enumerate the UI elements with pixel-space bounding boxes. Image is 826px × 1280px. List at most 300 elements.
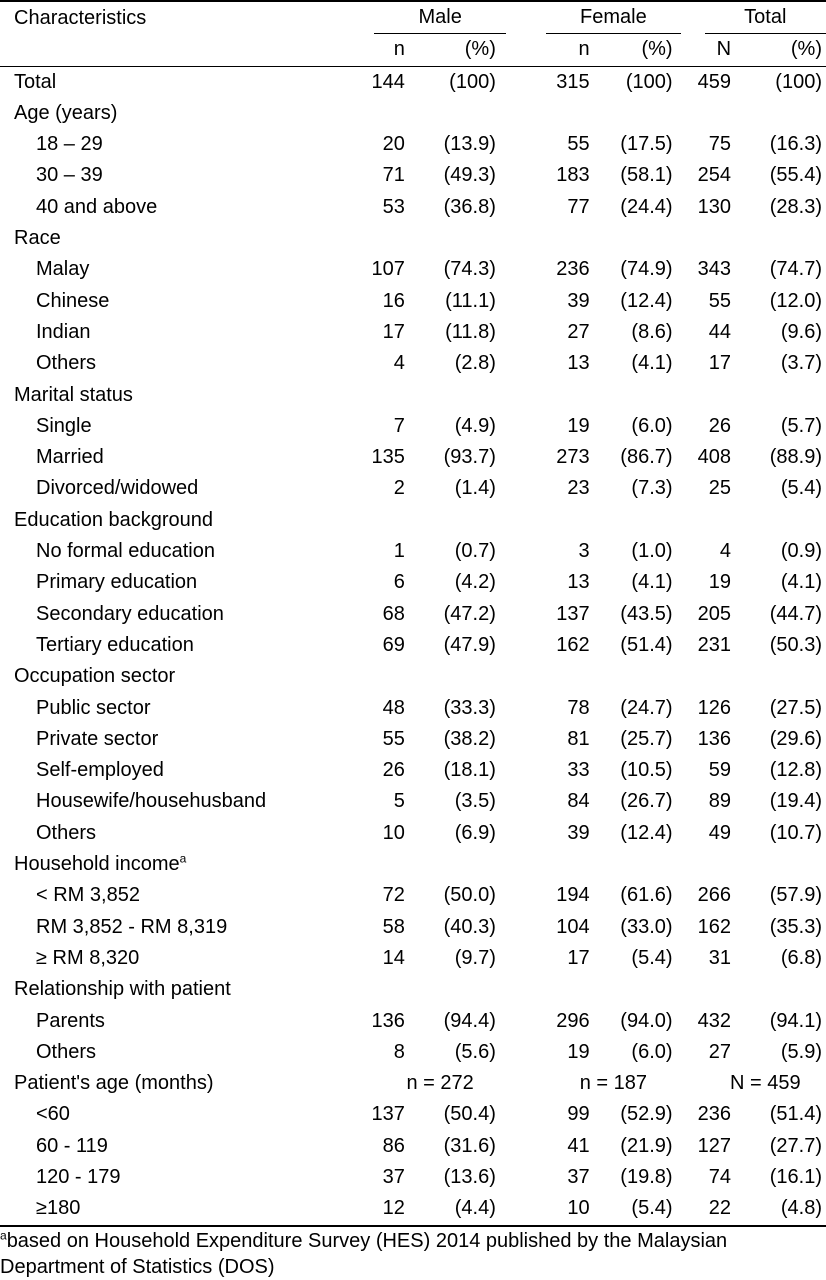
table-row [0, 223, 826, 254]
male-n: 12 [354, 1193, 404, 1225]
gap-cell [506, 1193, 536, 1225]
table-row [0, 1068, 826, 1099]
male-n: 58 [382, 915, 405, 938]
female-pct: (26.7) [620, 790, 673, 813]
male-pct: (47.9) [443, 633, 496, 656]
gap-cell [506, 1068, 536, 1099]
total-pct: (94.1) [769, 1009, 822, 1032]
total-n: 127 [697, 1134, 732, 1157]
header-female-pct: (%) [590, 34, 681, 66]
gap-cell [506, 974, 536, 1005]
female-pct [590, 98, 681, 129]
male-n: 10 [382, 821, 405, 844]
male-pct: (4.9) [454, 414, 496, 437]
male-n: 86 [382, 1134, 405, 1157]
female-pct [590, 223, 681, 254]
header-total-n: N [681, 34, 731, 66]
total-n: 89 [708, 790, 732, 813]
female-n: 296 [556, 1009, 590, 1032]
male-n: 20 [382, 133, 405, 156]
row-label: < RM 3,852 [36, 884, 140, 907]
male-n: 8 [393, 1040, 405, 1063]
total-n: 236 [697, 1103, 732, 1126]
row-label: Primary education [36, 571, 198, 594]
female-pct: (21.9) [620, 1134, 673, 1157]
gap-cell [506, 1099, 536, 1130]
male-n: 4 [393, 352, 405, 375]
gap-cell [506, 286, 536, 317]
male-n [354, 974, 404, 1005]
male-pct: (36.8) [443, 195, 496, 218]
male-pct [405, 98, 506, 129]
table-row [0, 66, 826, 98]
male-pct: (31.6) [443, 1134, 496, 1157]
total-pct: (16.1) [769, 1165, 822, 1188]
male-n: 16 [382, 289, 405, 312]
row-label: Tertiary education [36, 633, 194, 656]
row-label: 30 – 39 [36, 164, 103, 187]
gap-cell [506, 630, 536, 661]
male-pct [405, 380, 506, 411]
row-label: Divorced/widowed [36, 477, 199, 500]
female-pct: (6.0) [631, 1040, 673, 1063]
table-row [0, 724, 826, 755]
total-n: 74 [708, 1165, 732, 1188]
total-pct: (100) [775, 70, 822, 93]
table-row [0, 286, 826, 317]
total-pct: (5.4) [780, 477, 822, 500]
female-pct: (17.5) [620, 133, 673, 156]
female-pct: (6.0) [631, 414, 673, 437]
header-female-n: n [536, 34, 590, 66]
male-pct [405, 974, 506, 1005]
gap-cell [506, 505, 536, 536]
total-pct: (16.3) [769, 133, 822, 156]
total-n: 266 [697, 884, 732, 907]
male-n: 55 [382, 727, 405, 750]
total-n: 59 [708, 759, 732, 782]
gap-cell [506, 98, 536, 129]
female-pct: (5.4) [590, 1193, 681, 1225]
row-label: Chinese [36, 289, 110, 312]
total-n [681, 223, 731, 254]
row-label: Occupation sector [14, 665, 176, 688]
table-row [0, 98, 826, 129]
gap-cell [506, 1131, 536, 1162]
female-pct: (12.4) [620, 821, 673, 844]
row-label: Married [36, 446, 104, 469]
total-n: 55 [708, 289, 732, 312]
total-n: 408 [697, 446, 732, 469]
row-label: 40 and above [36, 195, 158, 218]
female-pct: (25.7) [620, 727, 673, 750]
female-pct: (43.5) [620, 602, 673, 625]
row-label: 120 - 179 [36, 1165, 121, 1188]
header-characteristics: Characteristics [0, 1, 354, 34]
gap-cell [506, 1037, 536, 1068]
female-n: 19 [567, 1040, 590, 1063]
row-label: Education background [14, 508, 214, 531]
row-label: Marital status [14, 383, 133, 406]
female-n: 77 [567, 195, 590, 218]
male-pct: (2.8) [454, 352, 496, 375]
total-pct [731, 380, 826, 411]
male-pct: (13.9) [443, 133, 496, 156]
female-n-total: n = 187 [579, 1072, 647, 1095]
female-pct: (7.3) [631, 477, 673, 500]
table-row [0, 317, 826, 348]
male-pct: (49.3) [443, 164, 496, 187]
female-pct: (24.4) [620, 195, 673, 218]
total-n: 75 [708, 133, 732, 156]
row-label: Others [36, 1040, 97, 1063]
female-pct [590, 505, 681, 536]
female-pct: (8.6) [631, 320, 673, 343]
table-row [0, 567, 826, 598]
male-n: 136 [371, 1009, 405, 1032]
table-row [0, 442, 826, 473]
row-label: Secondary education [36, 602, 224, 625]
row-label-text: Household income [14, 853, 180, 876]
total-pct: (12.0) [769, 289, 822, 312]
total-pct: (27.5) [769, 696, 822, 719]
total-pct: (5.9) [780, 1040, 822, 1063]
gap-cell [506, 411, 536, 442]
total-pct: (28.3) [769, 195, 822, 218]
table-row [0, 1162, 826, 1193]
male-n: 72 [382, 884, 405, 907]
header-total: Total [705, 2, 826, 34]
total-n: 22 [681, 1193, 731, 1225]
gap-cell [506, 129, 536, 160]
male-pct: (1.4) [454, 477, 496, 500]
male-pct: (50.0) [443, 884, 496, 907]
row-label: ≥180 [0, 1193, 354, 1225]
table-row [0, 254, 826, 285]
female-n [536, 380, 590, 411]
male-n: 137 [371, 1103, 405, 1126]
total-pct: (27.7) [769, 1134, 822, 1157]
row-label: Patient's age (months) [14, 1072, 214, 1095]
header-female: Female [546, 2, 680, 34]
female-n: 23 [567, 477, 590, 500]
total-n: 44 [708, 320, 732, 343]
female-n [536, 98, 590, 129]
row-label: Relationship with patient [14, 978, 231, 1001]
row-label: Self-employed [36, 759, 164, 782]
female-n: 3 [578, 540, 590, 563]
total-n [681, 974, 731, 1005]
total-pct [731, 505, 826, 536]
female-pct: (100) [625, 70, 673, 93]
header-row-1 [0, 1, 826, 34]
female-pct: (51.4) [620, 633, 673, 656]
gap-cell [506, 880, 536, 911]
male-n: 7 [393, 414, 405, 437]
female-n: 99 [567, 1103, 590, 1126]
table-row [0, 411, 826, 442]
male-pct: (18.1) [443, 759, 496, 782]
female-n: 162 [556, 633, 590, 656]
total-pct: (4.8) [731, 1193, 826, 1225]
male-pct: (100) [449, 70, 496, 93]
table-row [0, 129, 826, 160]
row-label: Parents [36, 1009, 105, 1032]
table-row [0, 192, 826, 223]
female-n: 273 [556, 446, 590, 469]
gap-cell [506, 160, 536, 191]
table-row [0, 974, 826, 1005]
total-n [681, 505, 731, 536]
male-pct: (4.4) [405, 1193, 506, 1225]
table-row [0, 599, 826, 630]
female-pct: (74.9) [620, 258, 673, 281]
male-pct: (11.8) [445, 320, 496, 343]
total-n: 130 [697, 195, 732, 218]
table-row [0, 1099, 826, 1130]
male-n: 71 [382, 164, 405, 187]
total-pct: (4.1) [780, 571, 822, 594]
table-row [0, 880, 826, 911]
male-pct: (9.7) [454, 946, 496, 969]
male-pct: (94.4) [443, 1009, 496, 1032]
male-pct: (3.5) [454, 790, 496, 813]
female-n: 13 [567, 352, 590, 375]
total-n: 343 [697, 258, 732, 281]
male-pct: (38.2) [443, 727, 496, 750]
male-pct [405, 661, 506, 692]
total-n: 49 [708, 821, 732, 844]
female-pct: (61.6) [620, 884, 673, 907]
total-n-total: N = 459 [729, 1072, 801, 1095]
male-pct: (50.4) [443, 1103, 496, 1126]
female-n: 17 [567, 946, 590, 969]
male-n: 1 [393, 540, 405, 563]
gap-cell [506, 223, 536, 254]
total-n [681, 849, 731, 880]
female-n: 19 [567, 414, 590, 437]
table-row [0, 505, 826, 536]
gap-cell [506, 317, 536, 348]
table-row [0, 693, 826, 724]
total-n: 432 [697, 1009, 732, 1032]
male-pct: (40.3) [443, 915, 496, 938]
female-n: 33 [567, 759, 590, 782]
gap-cell [506, 693, 536, 724]
male-n: 6 [393, 571, 405, 594]
male-pct: (6.9) [454, 821, 496, 844]
female-n: 39 [567, 289, 590, 312]
total-n: 459 [697, 70, 732, 93]
female-n: 84 [567, 790, 590, 813]
header-male: Male [374, 2, 505, 34]
gap-cell [506, 254, 536, 285]
male-n: 2 [393, 477, 405, 500]
table-row [0, 536, 826, 567]
male-pct: (0.7) [454, 540, 496, 563]
table-row [0, 630, 826, 661]
gap-cell [506, 599, 536, 630]
table-row [0, 1006, 826, 1037]
male-n: 5 [393, 790, 405, 813]
male-n: 26 [382, 759, 405, 782]
row-label: <60 [36, 1103, 70, 1126]
table-body [0, 66, 826, 1225]
table-row [0, 849, 826, 880]
female-n [536, 223, 590, 254]
male-n [354, 849, 404, 880]
row-label: Race [14, 227, 61, 250]
male-n: 37 [382, 1165, 405, 1188]
total-pct: (57.9) [769, 884, 822, 907]
total-n: 19 [708, 571, 732, 594]
total-pct: (5.7) [780, 414, 822, 437]
female-pct: (19.8) [620, 1165, 673, 1188]
male-pct: (13.6) [443, 1165, 496, 1188]
row-label: Others [36, 352, 97, 375]
total-pct: (12.8) [769, 759, 822, 782]
total-n [681, 380, 731, 411]
total-n: 4 [719, 540, 732, 563]
total-pct: (3.7) [780, 352, 822, 375]
total-n: 162 [697, 915, 732, 938]
header-row-2 [0, 34, 826, 66]
gap-cell [506, 567, 536, 598]
total-n: 25 [708, 477, 732, 500]
gap-cell [506, 536, 536, 567]
table-row [0, 160, 826, 191]
row-label: Private sector [36, 727, 159, 750]
total-pct: (9.6) [780, 320, 822, 343]
male-n [354, 661, 404, 692]
female-n: 137 [556, 602, 590, 625]
female-pct: (94.0) [620, 1009, 673, 1032]
total-n: 205 [697, 602, 732, 625]
row-label: Public sector [36, 696, 151, 719]
female-n: 315 [556, 70, 590, 93]
female-pct: (10.5) [620, 759, 673, 782]
total-pct: (0.9) [780, 540, 822, 563]
male-pct [405, 849, 506, 880]
table-row [0, 1037, 826, 1068]
female-pct: (52.9) [620, 1103, 673, 1126]
row-label: No formal education [36, 540, 215, 563]
total-n: 31 [708, 946, 732, 969]
gap-cell [506, 661, 536, 692]
gap-cell [506, 380, 536, 411]
female-n: 78 [567, 696, 590, 719]
table-row [0, 818, 826, 849]
female-n [536, 505, 590, 536]
female-pct: (24.7) [620, 696, 673, 719]
female-pct: (33.0) [620, 915, 673, 938]
male-n: 69 [382, 633, 405, 656]
table-row [0, 661, 826, 692]
total-pct [731, 661, 826, 692]
total-pct: (50.3) [769, 633, 822, 656]
male-n: 48 [382, 696, 405, 719]
table-row [0, 473, 826, 504]
female-pct: (86.7) [620, 446, 673, 469]
male-pct: (5.6) [454, 1040, 496, 1063]
female-pct: (1.0) [631, 540, 673, 563]
male-n: 17 [382, 320, 405, 343]
row-label: Housewife/househusband [36, 790, 267, 813]
gap-cell [506, 755, 536, 786]
gap-cell [506, 1006, 536, 1037]
female-n: 41 [567, 1134, 590, 1157]
row-label: ≥ RM 8,320 [36, 946, 140, 969]
row-label: Malay [36, 258, 90, 281]
header-total-pct: (%) [731, 34, 826, 66]
total-n: 27 [708, 1040, 732, 1063]
male-n: 14 [382, 946, 405, 969]
total-n: 254 [697, 164, 732, 187]
male-pct: (33.3) [443, 696, 496, 719]
total-pct: (29.6) [769, 727, 822, 750]
footnote-marker: a [0, 1228, 7, 1243]
female-pct [590, 661, 681, 692]
row-label: Others [36, 821, 97, 844]
total-pct: (88.9) [769, 446, 822, 469]
gap-cell [506, 192, 536, 223]
header-male-n: n [354, 34, 404, 66]
female-pct: (12.4) [620, 289, 673, 312]
female-pct: (5.4) [631, 946, 673, 969]
row-label: Age (years) [14, 101, 118, 124]
male-pct [405, 505, 506, 536]
female-n: 37 [567, 1165, 590, 1188]
total-pct [731, 223, 826, 254]
table-row [0, 348, 826, 379]
total-pct: (51.4) [769, 1103, 822, 1126]
total-n: 26 [708, 414, 732, 437]
total-pct: (6.8) [780, 946, 822, 969]
gap-cell [506, 786, 536, 817]
male-n [354, 380, 404, 411]
table-row [0, 912, 826, 943]
female-n [536, 974, 590, 1005]
row-label: 60 - 119 [36, 1134, 108, 1157]
footnote-ref: a [179, 851, 187, 866]
gap-cell [506, 912, 536, 943]
footnote-text: based on Household Expenditure Survey (HES) 2014 published by the Malaysian Department of Statistics (DOS) [0, 1230, 728, 1278]
female-pct [590, 974, 681, 1005]
female-n [536, 849, 590, 880]
female-n [536, 661, 590, 692]
total-pct: (55.4) [769, 164, 822, 187]
row-label: Total [14, 70, 57, 93]
female-n: 27 [567, 320, 590, 343]
row-label: Indian [36, 320, 91, 343]
total-n: 17 [708, 352, 732, 375]
male-n [354, 505, 404, 536]
female-pct: (4.1) [631, 352, 673, 375]
male-pct [405, 223, 506, 254]
female-pct: (58.1) [620, 164, 673, 187]
table-row [0, 380, 826, 411]
gap-cell [506, 1162, 536, 1193]
total-pct: (19.4) [769, 790, 822, 813]
table-row [0, 755, 826, 786]
male-n: 144 [371, 70, 405, 93]
total-pct [731, 849, 826, 880]
gap-cell [506, 849, 536, 880]
total-n: 136 [697, 727, 732, 750]
male-pct: (93.7) [443, 446, 496, 469]
female-n: 55 [567, 133, 590, 156]
male-n [354, 223, 404, 254]
